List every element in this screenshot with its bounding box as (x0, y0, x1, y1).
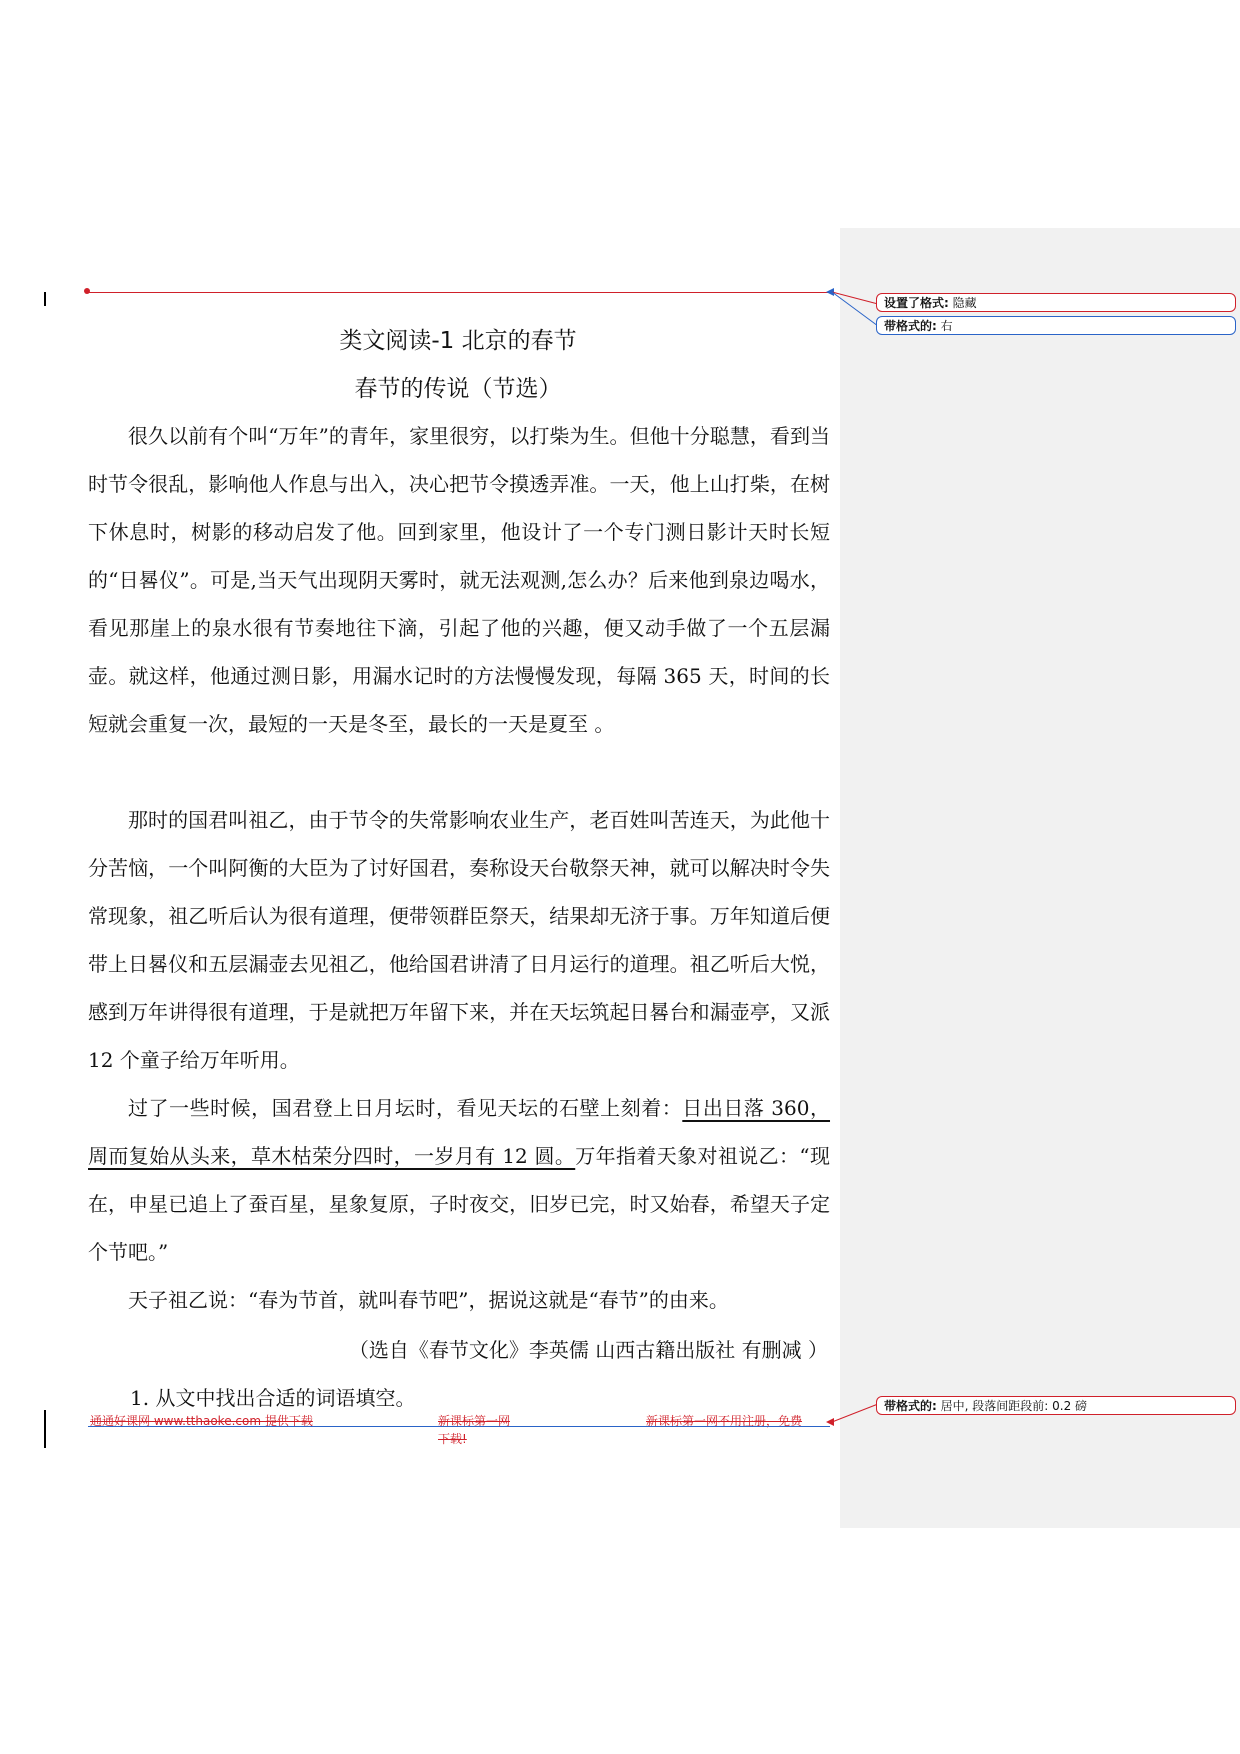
comment-hidden-format[interactable]: 设置了格式: 隐藏 (876, 293, 1236, 312)
footer-format-line (88, 1426, 830, 1427)
comment-margin-pane (840, 228, 1240, 1528)
source-citation: （选自《春节文化》李英儒 山西古籍出版社 有删减 ） (348, 1338, 828, 1362)
comment-connector-top (826, 284, 880, 334)
comment-center-spacing[interactable]: 带格式的: 居中, 段落间距段前: 0.2 磅 (876, 1396, 1236, 1415)
paragraph-2: 那时的国君叫祖乙，由于节令的失常影响农业生产，老百姓叫苦连天，为此他十分苦恼，一个叫阿衡的大臣为了讨好国君，奏称设天台敬祭天神，就可以解决时令失常现象，祖乙听后认为很有道理，便带领群臣祭天，结果却无济于事。万年知道后便带上日晷仪和五层漏壶去见祖乙，他给国君讲清了日月运行的道理。祖乙听后大悦，感到万年讲得很有道理，于是就把万年留下来，并在天坛筑起日晷台和漏壶亭，又派 12 个童子给万年听用。 (88, 808, 830, 1072)
revision-anchor-dot (84, 288, 90, 294)
paragraph-4: 天子祖乙说：“春为节首，就叫春节吧”，据说这就是“春节”的由来。 (128, 1288, 729, 1312)
document-subtitle: 春节的传说（节选） (354, 376, 562, 402)
underlined-inscription: 日出日落 360，周而复始从头来，草木枯荣分四时，一岁月有 12 圆。 (88, 1096, 831, 1168)
footer-right-link[interactable]: 新课标第一网不用注册，免费 (646, 1414, 803, 1428)
text-cursor-bottom (44, 1410, 46, 1448)
revision-line-top (88, 292, 830, 293)
text-cursor-top (44, 292, 46, 306)
paragraph-3: 过了一些时候，国君登上日月坛时，看见天坛的石壁上刻着：日出日落 360，周而复始从头来，草木枯荣分四时，一岁月有 12 圆。万年指着天象对祖说乙：“现在，申星已追上了蚕百星，星象复原，子时夜交，旧岁已完，时又始春，希望天子定个节吧。” (88, 1096, 831, 1264)
document-title: 类文阅读-1 北京的春节 (339, 328, 577, 354)
question-1: 1. 从文中找出合适的词语填空。 (130, 1386, 416, 1410)
comment-connector-bottom (826, 1400, 880, 1430)
comment-align-right[interactable]: 带格式的: 右 (876, 316, 1236, 335)
paragraph-1: 很久以前有个叫“万年”的青年，家里很穷，以打柴为生。但他十分聪慧，看到当时节令很乱，影响他人作息与出入，决心把节令摸透弄准。一天，他上山打柴，在树下休息时，树影的移动启发了他。回到家里，他设计了一个专门测日影计天时长短的“日晷仪”。可是,当天气出现阴天雾时，就无法观测,怎么办？后来他到泉边喝水，看见那崖上的泉水很有节奏地往下滴，引起了他的兴趣，便又动手做了一个五层漏壶。就这样，他通过测日影，用漏水记时的方法慢慢发现，每隔 365 天，时间的长短就会重复一次，最短的一天是冬至，最长的一天是夏至 。 (88, 424, 830, 736)
footer-center-line2[interactable]: 下载! (438, 1432, 467, 1446)
footer-center-line1[interactable]: 新课标第一网 (438, 1414, 511, 1428)
footer-left-link[interactable]: 通通好课网 www.tthaoke.com 提供下载 (90, 1414, 313, 1428)
